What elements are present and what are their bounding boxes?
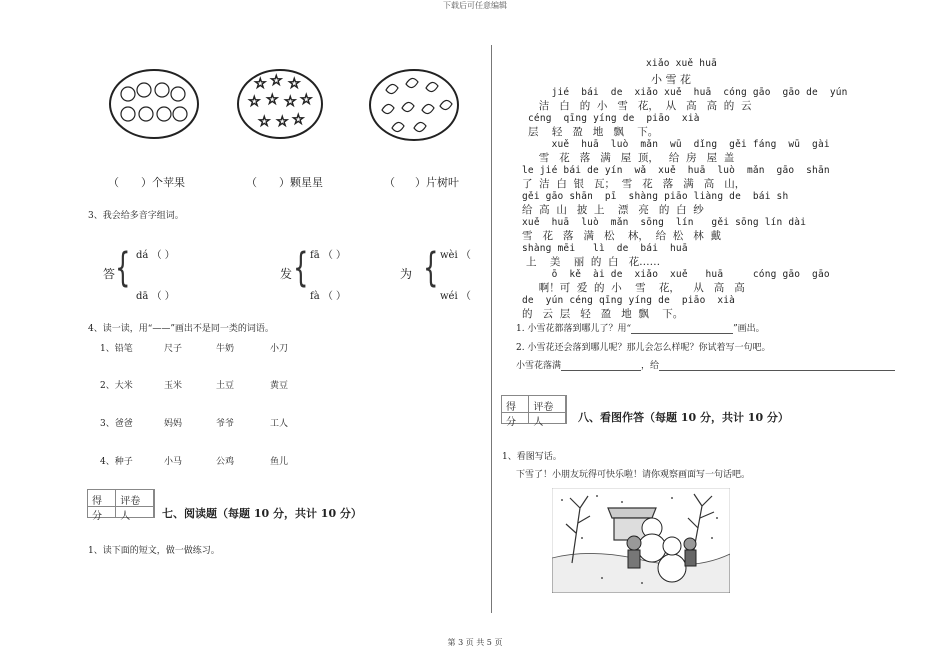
count-item-apples: （ ）个苹果 [108, 176, 185, 189]
question-8-1: 1、看图写话。 [502, 452, 562, 462]
reading-question-1: 1. 小雪花都落到哪儿了？用“ ”画出。 [516, 324, 765, 334]
reading-question-2: 2. 小雪花还会落到哪儿呢？那儿会怎么样呢？你试着写一句吧。 [516, 343, 771, 353]
passage-title: 小 雪 花 [651, 73, 691, 86]
title-pinyin: xiǎo xuě huā [646, 58, 718, 69]
score-box: 得分 评卷人 [501, 395, 567, 424]
word-row: 1、铅笔 尺子 牛奶 小刀 [100, 344, 289, 354]
question-4: 4、读一读，用“——”画出不是同一类的词语。 [88, 324, 274, 334]
svg-text:☆: ☆ [288, 76, 301, 92]
column-divider [491, 45, 492, 613]
svg-text:☆: ☆ [300, 92, 313, 108]
question-7-1: 1、读下面的短文，做一做练习。 [88, 546, 220, 556]
fill-blank-1[interactable] [561, 360, 641, 371]
passage: jié bái de xiǎo xuě huā cóng gāo gāo de yún 洁 白 的 小 雪 花， 从 高 高 的 云 céng qīng yíng de piāo xià 层 轻 盈 地 飘 下。 xuě huā luò mǎn wū dǐng gěi fáng wū gài 雪 花 落 满 屋 顶， 给 房 屋 盖 le jié bái de yín wǎ xuě huā luò mǎn gāo shān 了 洁 白 银 瓦； 雪 花 落 满 高 山， gěi gāo shān pī shàng piāo liàng de bái sh 给 高 山 披 上 漂 亮 的 白 纱 xuě huā luò mǎn sōng lín gěi sōng lín dài 雪 花 落 满 松 林， 给 松 林 戴 shàng mēi lì de bái huā 上 美 丽 的 白 花…… ō kě ài de xiǎo xuě huā cóng gāo gāo 啊！可 爱 的 小 雪 花， 从 高 高 de yún céng qīng yíng de piāo xià 的 云 层 轻 盈 地 飘 下。 [522, 87, 848, 320]
word-row: 3、爸爸 妈妈 爷爷 工人 [100, 419, 289, 429]
page-footer: 第 3 页 共 5 页 [447, 638, 503, 647]
poly-da-1: dá （ ） [136, 250, 175, 261]
section-8-title: 八、看图作答（每题 10 分，共计 10 分） [578, 411, 789, 424]
fill-blank-2[interactable] [659, 360, 895, 371]
reading-fill-line: 小雪花落满 ，给 [516, 358, 895, 371]
page-header: 下载后可任意编辑 [443, 1, 507, 10]
leaves-picture [368, 68, 460, 142]
word-row: 2、大米 玉米 土豆 黄豆 [100, 381, 289, 391]
svg-text:☆: ☆ [270, 73, 283, 89]
svg-text:☆: ☆ [266, 92, 279, 108]
svg-text:☆: ☆ [284, 94, 297, 110]
svg-text:☆: ☆ [276, 114, 289, 130]
count-item-leaves: （ ）片树叶 [384, 176, 459, 189]
svg-text:☆: ☆ [258, 114, 271, 130]
word-row: 4、种子 小马 公鸡 鱼儿 [100, 457, 289, 467]
svg-text:☆: ☆ [248, 94, 261, 110]
apples-picture [108, 68, 200, 140]
brace-icon: { [423, 245, 439, 291]
svg-text:☆: ☆ [292, 112, 305, 128]
poly-wei-2: wéi （ [440, 291, 471, 302]
section-7-title: 七、阅读题（每题 10 分，共计 10 分） [162, 507, 362, 520]
poly-wei-1: wèi （ [440, 250, 471, 261]
brace-icon: { [115, 245, 131, 291]
answer-line[interactable] [631, 323, 733, 334]
poly-da-2: dā （ ） [136, 291, 175, 302]
score-box: 得分 评卷人 [87, 489, 155, 518]
poly-char-wei: 为 [400, 267, 413, 281]
svg-text:☆: ☆ [254, 76, 267, 92]
count-item-stars: （ ）颗星星 [246, 176, 323, 189]
stars-picture [236, 68, 324, 140]
question-8-text: 下雪了！小朋友玩得可快乐啦！请你观察画面写一句话吧。 [516, 470, 751, 480]
brace-icon: { [293, 245, 309, 291]
poly-fa-2: fà （ ） [310, 291, 347, 302]
question-3: 3、我会给多音字组词。 [88, 211, 184, 221]
poly-fa-1: fā （ ） [310, 250, 347, 261]
poly-char-da: 答 [103, 267, 116, 281]
snow-scene-picture [552, 488, 730, 593]
poly-char-fa: 发 [280, 267, 293, 281]
